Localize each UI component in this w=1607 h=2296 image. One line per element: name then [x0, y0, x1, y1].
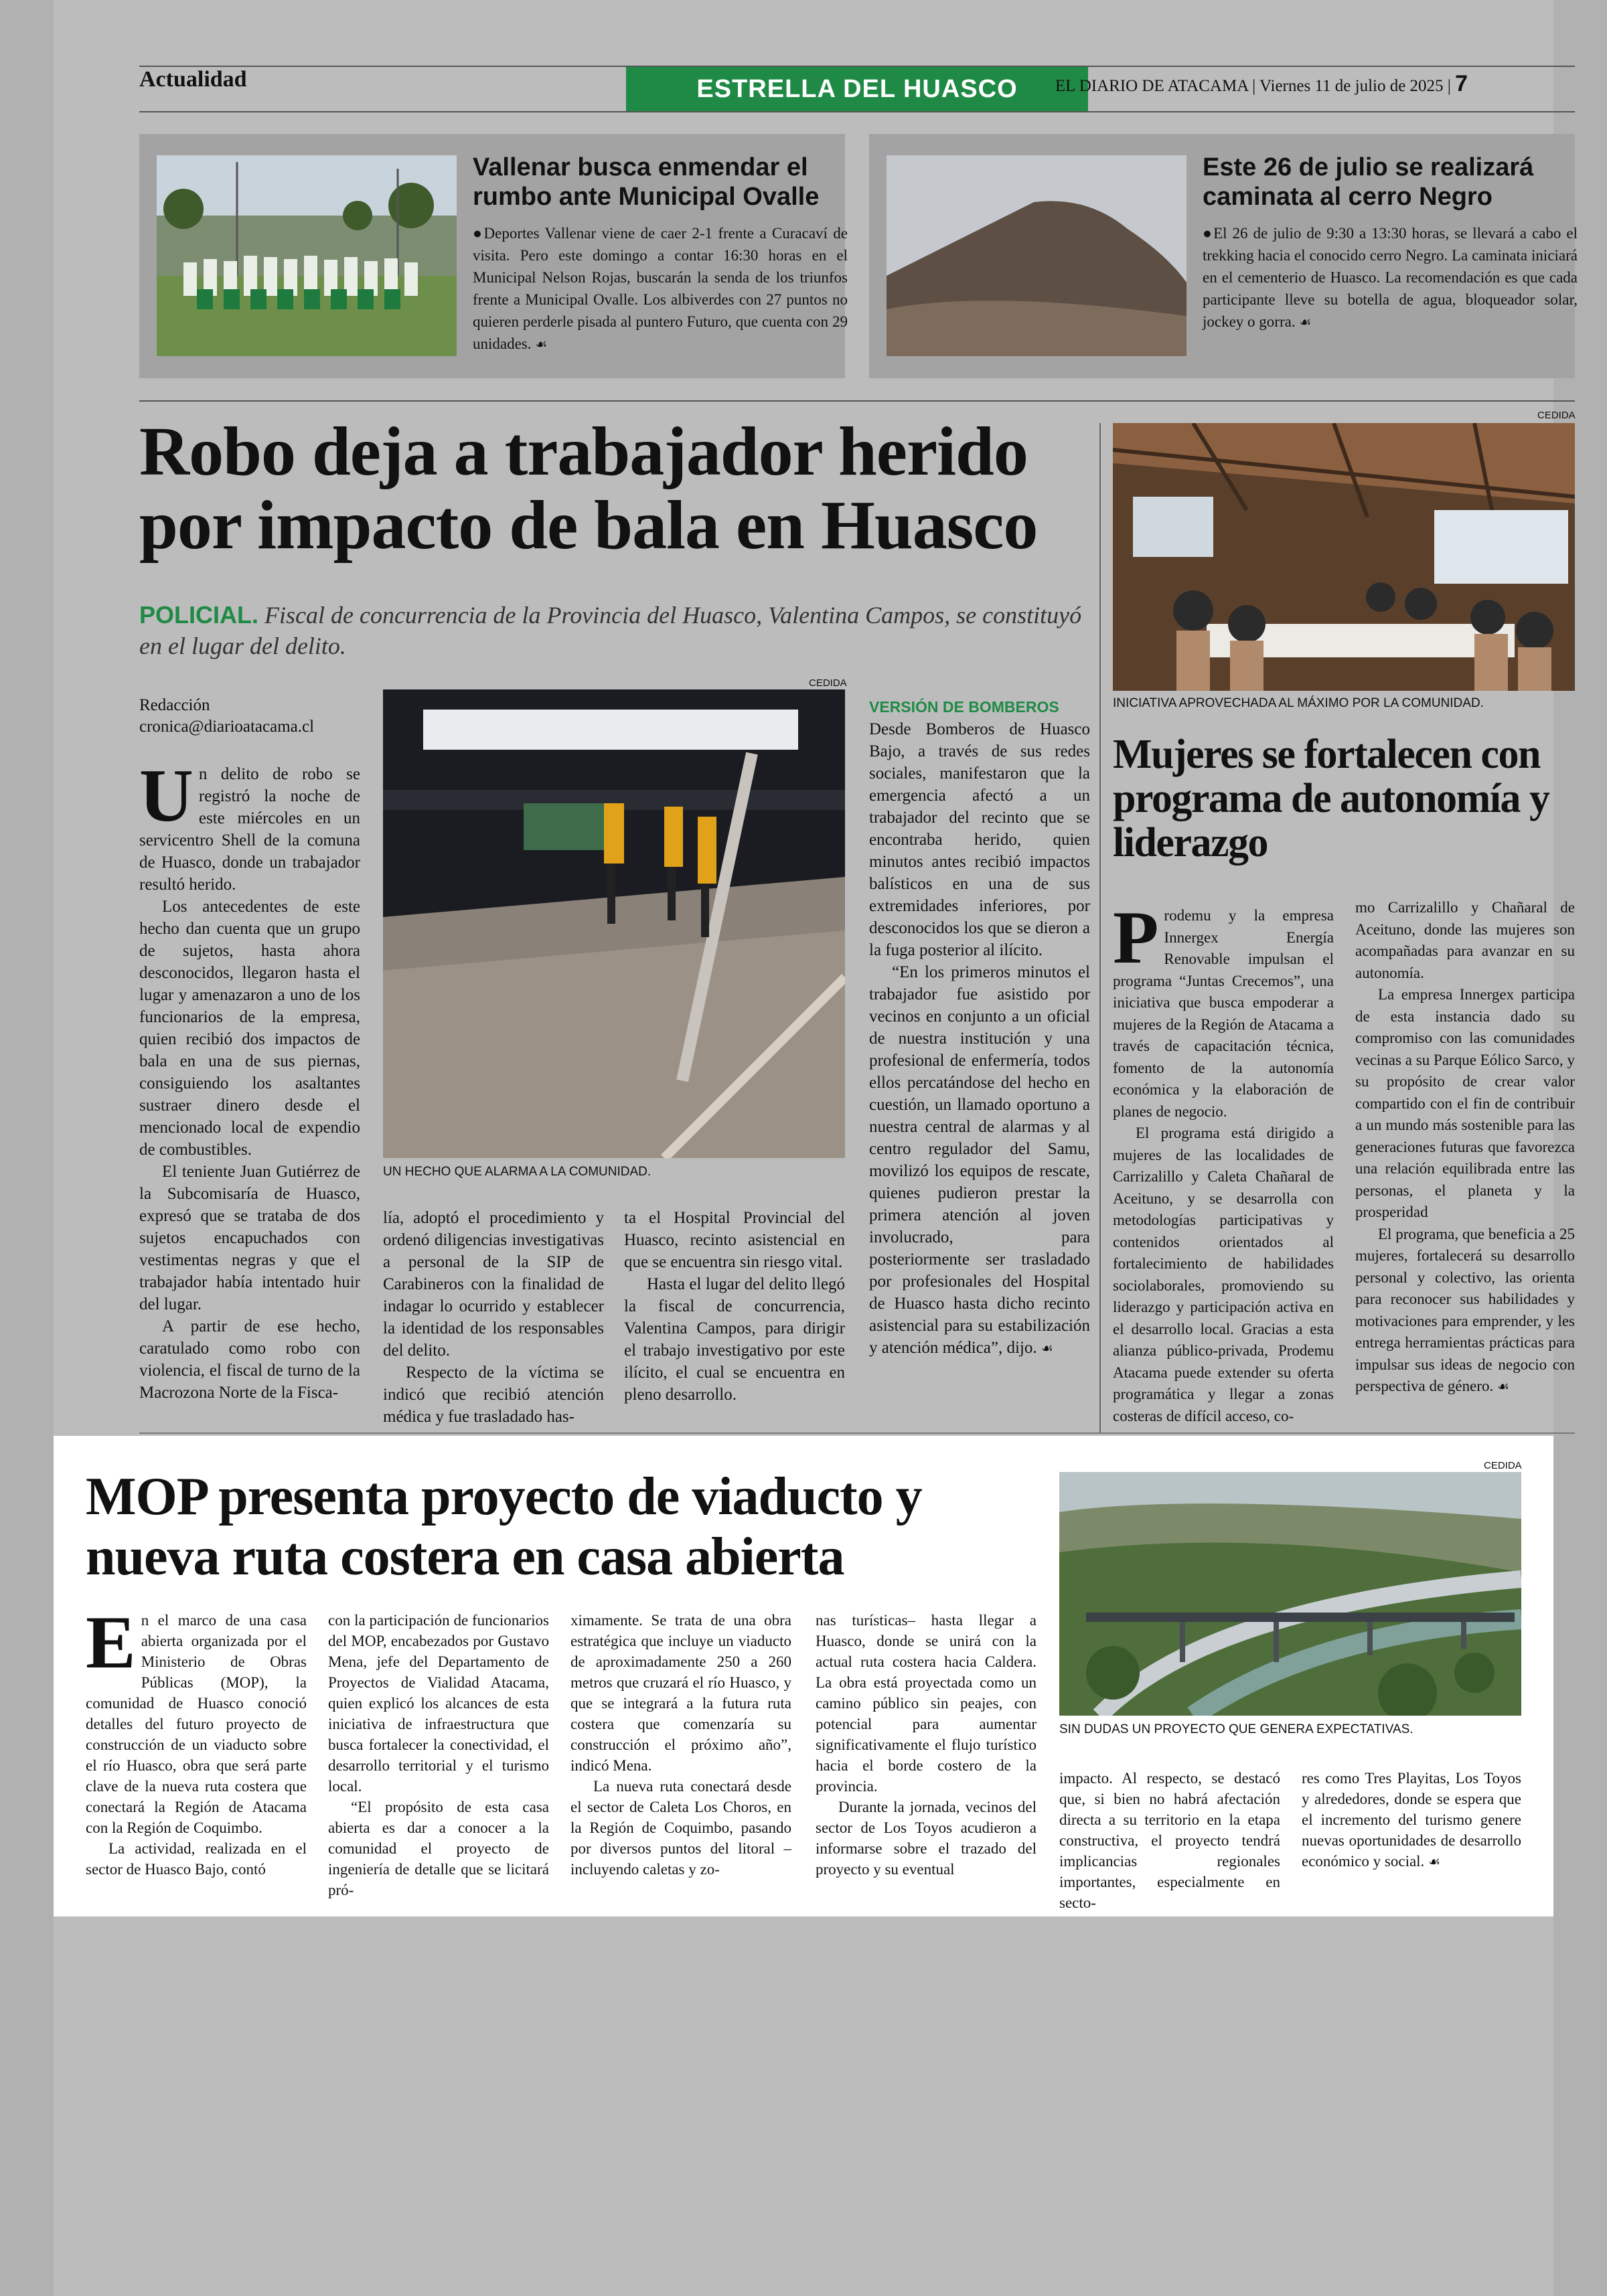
teaser-body: ●El 26 de julio de 9:30 a 13:30 horas, se llevará a cabo el trekking hacia el conocido cerro Negro. La caminata iniciará en el cementerio de Huasco. La recomendación es que cada participante lleve su botella de agua, bloqueador solar, jockey o gorra. ☙: [1203, 225, 1578, 330]
section-divider: [139, 400, 1575, 402]
robo-subhead: VERSIÓN DE BOMBEROS: [869, 698, 1059, 716]
mop-headline: MOP presenta proyecto de viaducto y nueva ruta costera en casa abierta: [86, 1467, 922, 1586]
gas-station-photo: [383, 689, 845, 1158]
photo-caption: UN HECHO QUE ALARMA A LA COMUNIDAD.: [383, 1165, 652, 1179]
mop-column-5: impacto. Al respecto, se destacó que, si bien no habrá afectación directa a su territorio en la etapa constructiva, el proyecto tendrá implicancias regionales importantes, especialmente en secto-: [1059, 1770, 1280, 1911]
robo-deck: POLICIAL. Fiscal de concurrencia de la Provincia del Huasco, Valentina Campos, se constituyó en el lugar del delito.: [139, 601, 1082, 659]
mujeres-column-1: Prodemu y la empresa Innergex Energía Renovable impulsan el programa “Juntas Crecemos”, una iniciativa que busca empoderar a mujeres de la Región de Atacama a través de capacitación técnica, fomento de la autonomía económica y la elaboración de planes de negocio. El programa está dirigido a mujeres de las localidades de Carrizalillo y Caleta Chañaral de Aceituno, y se desarrolla con metodologías participativas y contenidos orientados al fortalecimiento de habilidades sociolaborales, promoviendo su liderazgo y participación activa en el desarrollo local. Gracias a esta alianza público-privada, Prodemu Atacama puede extender su oferta programática y llegar a zonas costeras de difícil acceso, co-: [1113, 896, 1334, 1424]
robo-kicker: POLICIAL.: [139, 601, 258, 629]
photo-credit: CEDIDA: [1484, 1460, 1522, 1471]
issue-date: Viernes 11 de julio de 2025: [1259, 77, 1444, 95]
hill-photo: [887, 155, 1187, 356]
section-divider: [139, 1432, 1575, 1434]
teaser-vallenar: [139, 134, 848, 378]
teaser-body: ●Deportes Vallenar viene de caer 2-1 frente a Curacaví de visita. Pero este domingo a contar 16:30 horas en el Municipal Nelson Rojas, buscarán la senda de los triunfos frente a Municipal Ovalle. Los albiverdes con 27 puntos no quieren perderle pisada al puntero Futuro, que cuenta con 29 unidades. ☙: [473, 225, 848, 352]
end-mark-icon: ☙: [1428, 1854, 1440, 1870]
photo-caption: INICIATIVA APROVECHADA AL MÁXIMO POR LA COMUNIDAD.: [1113, 696, 1484, 710]
teaser-title: Este 26 de julio se realizará caminata al cerro Negro: [1203, 153, 1534, 211]
header-dateline: EL DIARIO DE ATACAMA | Viernes 11 de julio de 2025 | 7: [1055, 71, 1468, 96]
byline-email: cronica@diarioatacama.cl: [139, 718, 315, 736]
teaser-title: Vallenar busca enmendar el rumbo ante Municipal Ovalle: [473, 153, 820, 211]
page-number: 7: [1455, 71, 1468, 96]
end-mark-icon: ☙: [1299, 314, 1312, 330]
robo-headline: Robo deja a trabajador herido por impacto de bala en Huasco: [139, 413, 1038, 564]
mop-column-3: ximamente. Se trata de una obra estratégica que incluye un viaducto de aproximadamente 250 a 260 metros que cruzará el río Huasco, y que se integrará a la futura ruta costera que comenzaría su construcción el próximo año”, indicó Mena. La nueva ruta conectará desde el sector de Caleta Los Choros, en la Región de Coquimbo, pasando por diversos puntos del litoral –incluyendo caletas y zo-: [570, 1612, 791, 1878]
end-mark-icon: ☙: [1497, 1378, 1509, 1394]
mujeres-headline: Mujeres se fortalecen con programa de autonomía y liderazgo: [1113, 732, 1549, 866]
photo-credit: CEDIDA: [809, 677, 847, 689]
newspaper-page: [54, 0, 1578, 2296]
end-mark-icon: ☙: [535, 336, 548, 352]
women-meeting-photo: [1113, 423, 1575, 691]
robo-column-3: ta el Hospital Provincial del Huasco, recinto asistencial en que se encuentra sin riesgo vital. Hasta el lugar del delito llegó la fiscal de concurrencia, Valentina Campos, para dirigir el trabajo investigativo por este ilícito, el cual se encuentra en pleno desarrollo.: [624, 1209, 845, 1404]
mujeres-column-2: mo Carrizalillo y Chañaral de Aceituno, donde las mujeres son acompañadas para avanzar en su autonomía. La empresa Innergex participa de esta instancia dado su compromiso con las comunidades vecinas a su Parque Eólico Sarco, y su propósito de crear valor compartido con el fin de contribuir a un mundo más sostenible para las generaciones futuras que favorezca una relación equilibrada entre las personas, el planeta y la prosperidad El programa, que beneficia a 25 mujeres, fortalecerá su desarrollo personal y colectivo, las orienta para reconocer sus habilidades y motivaciones para emprender, y les entrega herramientas prácticas para impulsar sus ideas de negocio con perspectiva de género. ☙: [1355, 899, 1575, 1394]
photo-credit: CEDIDA: [1537, 410, 1576, 421]
teaser-cerro-negro: [869, 134, 1578, 378]
robo-column-2: lía, adoptó el procedimiento y ordenó diligencias investigativas a personal de la SIP de Carabineros con la finalidad de indagar lo ocurrido y establecer la identidad de los responsables del delito. Respecto de la víctima se indicó que recibió atención médica y fue trasladado has-: [383, 1209, 604, 1426]
newspaper-name: EL DIARIO DE ATACAMA: [1055, 77, 1248, 95]
mop-column-6: res como Tres Playitas, Los Toyos y alrededores, donde se espera que el incremento del turismo genere nuevas oportunidades de desarrollo económico y social. ☙: [1302, 1770, 1521, 1870]
mop-column-2: con la participación de funcionarios del MOP, encabezados por Gustavo Mena, jefe del Departamento de Proyectos de Vialidad Atacama, quien explicó los alcances de esta iniciativa de infraestructura que busca fortalecer la conectividad, el desarrollo territorial y el turismo local. “El propósito de esta casa abierta es dar a conocer a la comunidad el proyecto de ingeniería de detalle que se licitará pró-: [328, 1612, 549, 1898]
robo-column-1: Un delito de robo se registró la noche de este miércoles en un servicentro Shell de la comuna de Huasco, donde un trabajador resultó herido. Los antecedentes de este hecho dan cuenta que un grupo de sujetos, hasta ahora desconocidos, llegaron hasta el lugar y amenazaron a uno de los funcionarios de la empresa, quien recibió dos impactos de bala en una de sus piernas, consiguiendo los asaltantes sustraer dinero desde el mencionado local de expendio de combustibles. El teniente Juan Gutiérrez de la Subcomisaría de Huasco, expresó que se trataba de dos sujetos encapuchados con vestimentas negras y que el trabajador había intentado huir del lugar. A partir de ese hecho, caratulado como robo con violencia, el fiscal de turno de la Macrozona Norte de la Fisca-: [139, 754, 360, 1402]
mop-article-panel: [54, 1436, 1553, 1916]
robo-column-4: VERSIÓN DE BOMBEROS Desde Bomberos de Huasco Bajo, a través de sus redes sociales, manifestaron que la emergencia afectó a un trabajador del recinto que se encontraba herido, quien minutos antes recibió impactos balísticos en una de sus extremidades inferiores, por desconocidos los que se dieron a la fuga posterior al ilícito. “En los primeros minutos el trabajador fue asistido por vecinos en conjunto a un oficial de nuestra institución y una profesional de enfermería, todos ellos percatándose del hecho en cuestión, un llamado oportuno a nuestra central de alarmas y al centro regulador del Samu, movilizó los equipos de rescate, quienes pudieron prestar la primera atención al joven involucrado, para posteriormente ser trasladado por profesionales del Hospital de Huasco hasta dicho recinto asistencial para su estabilización y atención médica”, dijo. ☙: [869, 696, 1090, 1360]
dropcap: E: [86, 1601, 136, 1684]
dropcap: U: [139, 754, 194, 837]
header-rule-bottom: [139, 111, 1575, 112]
section-label: Actualidad: [139, 67, 247, 92]
mop-column-1: En el marco de una casa abierta organizada por el Ministerio de Obras Públicas (MOP), la comunidad de Huasco conoció detalles del futuro proyecto de construcción de un viaducto sobre el río Huasco, obra que será parte clave de la nueva ruta costera que conectará la Región de Atacama con la Región de Coquimbo. La actividad, realizada en el sector de Huasco Bajo, contó: [86, 1601, 307, 1878]
dropcap: P: [1113, 896, 1159, 979]
robo-byline: Redacción cronica@diarioatacama.cl: [139, 695, 360, 738]
brand-banner: ESTRELLA DEL HUASCO: [626, 67, 1088, 111]
viaduct-aerial-photo: [1059, 1472, 1521, 1716]
column-rule: [1099, 423, 1101, 1432]
football-team-photo: [157, 155, 457, 356]
mop-column-4: nas turísticas– hasta llegar a Huasco, donde se unirá con la actual ruta costera hacia Caldera. La obra está proyectada como un camino público sin peajes, con potencial para aumentar significativamente el flujo turístico hacia el borde costero de la provincia. Durante la jornada, vecinos del sector de Los Toyos acudieron a informarse sobre el trazado del proyecto y su eventual: [816, 1612, 1037, 1878]
end-mark-icon: ☙: [1041, 1340, 1053, 1356]
photo-caption: SIN DUDAS UN PROYECTO QUE GENERA EXPECTATIVAS.: [1059, 1722, 1413, 1736]
